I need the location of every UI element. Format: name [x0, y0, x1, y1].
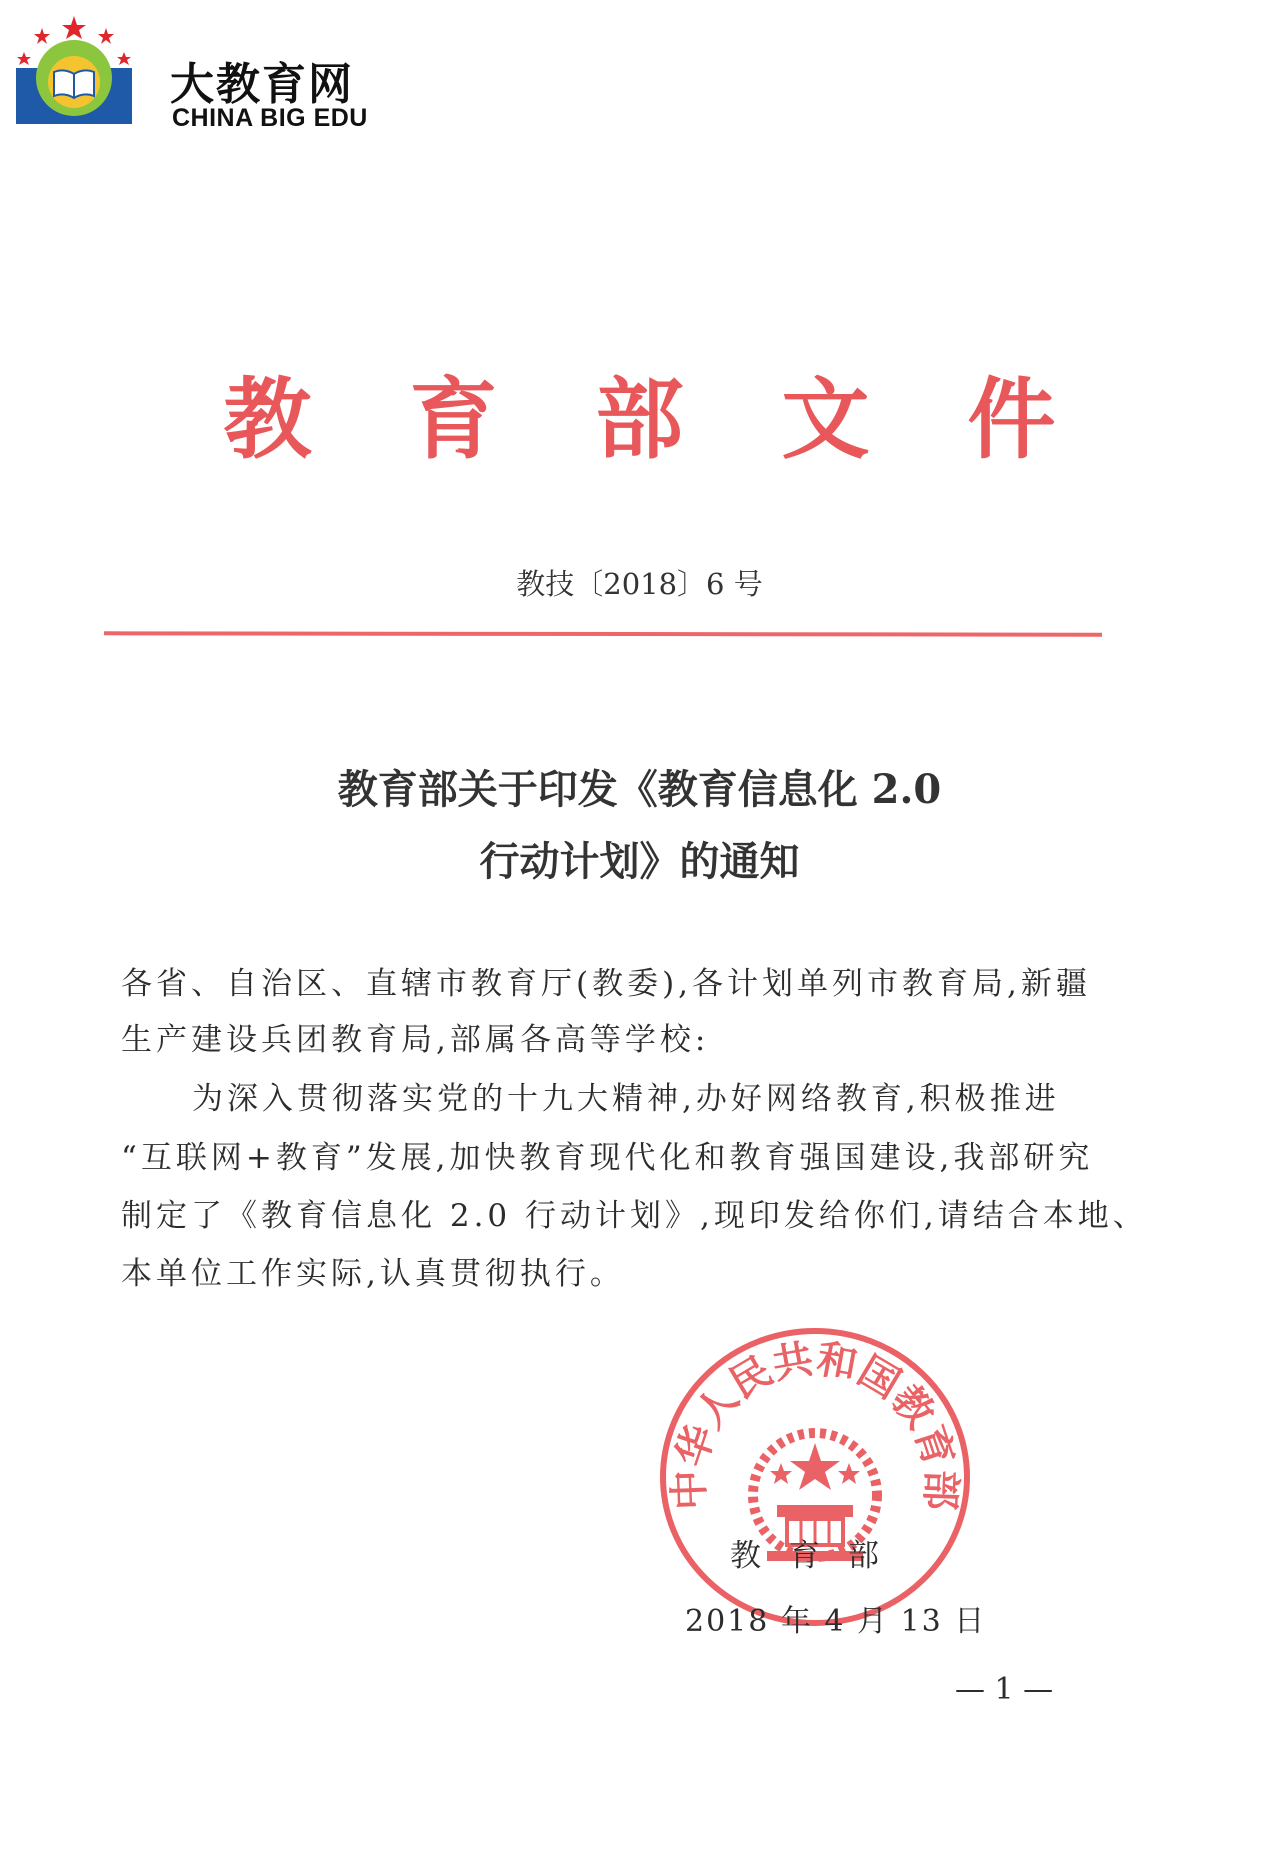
body-paragraph-line-4: 本单位工作实际,认真贯彻执行。 — [121, 1256, 625, 1292]
official-seal — [655, 1325, 975, 1630]
logo-star-icon — [17, 52, 31, 65]
notice-title-line-1: 教育部关于印发《教育信息化 2.0 — [337, 766, 942, 813]
addressee-line-2: 生产建设兵团教育局,部属各高等学校: — [121, 1022, 710, 1058]
page-number: — 1 — — [955, 1672, 1054, 1707]
body-paragraph-line-2: “互联网+教育”发展,加快教育现代化和教育强国建设,我部研究 — [121, 1140, 1094, 1176]
body-paragraph-line-1: 为深入贯彻落实党的十九大精神,办好网络教育,积极推进 — [192, 1081, 1060, 1117]
document-header-title — [0, 350, 1279, 476]
addressee-line-1: 各省、自治区、直辖市教育厅(教委),各计划单列市教育局,新疆 — [121, 966, 1091, 1002]
logo-star-icon — [98, 28, 114, 44]
body-paragraph-line-3: 制定了《教育信息化 2.0 行动计划》,现印发给你们,请结合本地、 — [121, 1198, 1148, 1234]
logo-star-icon — [117, 52, 131, 65]
header-char: 育 — [409, 367, 498, 471]
logo-title-cn: 大教育网 — [170, 59, 354, 110]
signature-department: 教育部 — [730, 1538, 907, 1574]
signature-date: 2018 年 4 月 13 日 — [685, 1604, 987, 1639]
logo-star-icon — [34, 28, 50, 44]
notice-title-line-2: 行动计划》的通知 — [479, 838, 800, 885]
svg-text:中华人民共和国教育部 — [665, 1335, 964, 1511]
logo-title-en: CHINA BIG EDU — [172, 104, 368, 132]
document-number: 教技〔2018〕6 号 — [516, 567, 763, 601]
header-char: 部 — [595, 367, 684, 471]
red-separator-line — [104, 631, 1102, 636]
seal-text: 中华人民共和国教育部 — [665, 1335, 965, 1511]
header-char: 文 — [781, 367, 870, 471]
header-char: 件 — [967, 367, 1056, 471]
logo-star-icon — [62, 16, 86, 39]
header-char: 教 — [223, 367, 312, 471]
